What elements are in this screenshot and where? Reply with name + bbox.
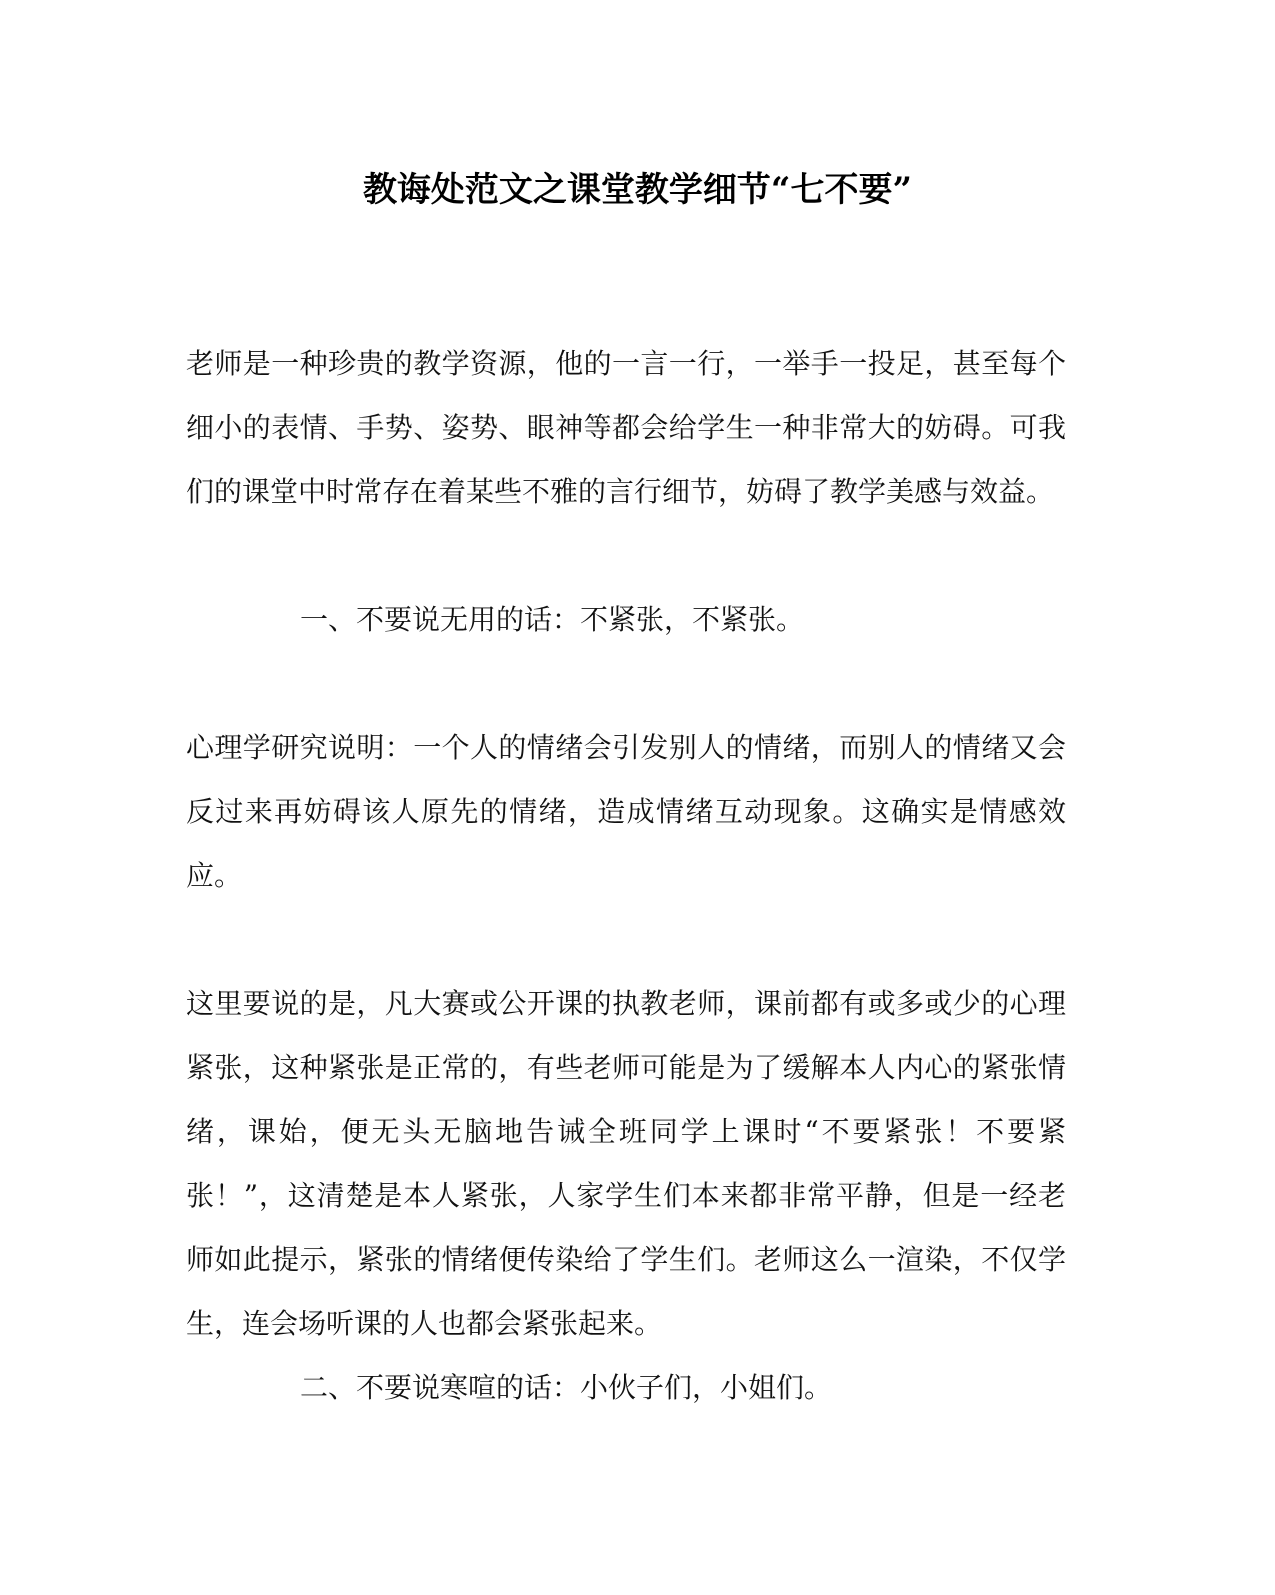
paragraph-psychology: 心理学研究说明：一个人的情绪会引发别人的情绪，而别人的情绪又会反过来再妨碍该人原先的情绪，造成情绪互动现象。这确实是情感效应。 xyxy=(186,731,1066,892)
section-heading-1: 一、不要说无用的话：不紧张，不紧张。 xyxy=(300,603,805,636)
paragraph-nervousness: 这里要说的是，凡大赛或公开课的执教老师，课前都有或多或少的心理紧张，这种紧张是正常的，有些老师可能是为了缓解本人内心的紧张情绪，课始，便无头无脑地告诫全班同学上课时“不要紧张！不要紧张！”，这清楚是本人紧张，人家学生们本来都非常平静，但是一经老师如此提示，紧张的情绪便传染给了学生们。老师这么一渲染，不仅学生，连会场听课的人也都会紧张起来。 xyxy=(186,987,1066,1340)
document-title: 教诲处范文之课堂教学细节“七不要” xyxy=(362,170,913,210)
paragraph-intro: 老师是一种珍贵的教学资源，他的一言一行，一举手一投足，甚至每个细小的表情、手势、姿势、眼神等都会给学生一种非常大的妨碍。可我们的课堂中时常存在着某些不雅的言行细节，妨碍了教学美感与效益。 xyxy=(186,347,1066,508)
section-heading-2: 二、不要说寒喧的话：小伙子们，小姐们。 xyxy=(300,1371,833,1404)
